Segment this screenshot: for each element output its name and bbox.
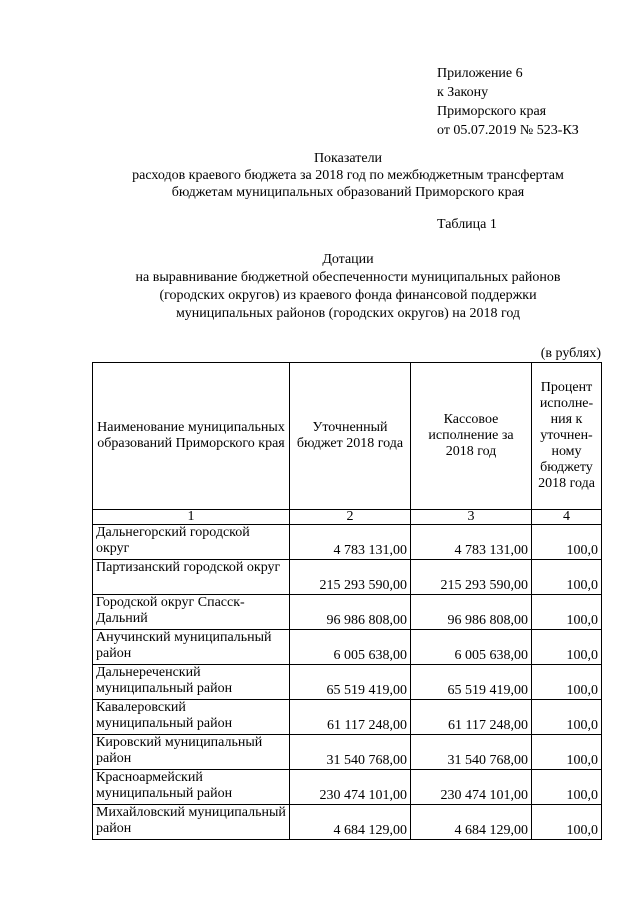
budget-value: 215 293 590,00 xyxy=(290,560,411,595)
percent-value: 100,0 xyxy=(532,595,602,630)
budget-value: 4 783 131,00 xyxy=(290,525,411,560)
table-row xyxy=(93,630,602,665)
title-line: бюджетам муниципальных образований Приморского края xyxy=(171,185,525,200)
column-number: 4 xyxy=(532,510,602,525)
budget-value: 96 986 808,00 xyxy=(290,595,411,630)
executed-value: 61 117 248,00 xyxy=(411,700,532,735)
subtitle-line: Дотации xyxy=(322,252,374,267)
municipality-name: Кировский муниципальный район xyxy=(93,735,290,770)
appendix-line: от 05.07.2019 № 523-КЗ xyxy=(437,123,579,138)
executed-value: 4 684 129,00 xyxy=(411,805,532,840)
municipality-name: Дальнегорский городской округ xyxy=(93,525,290,560)
appendix-line: Приморского края xyxy=(437,104,547,119)
executed-value: 96 986 808,00 xyxy=(411,595,532,630)
budget-value: 31 540 768,00 xyxy=(290,735,411,770)
table-row xyxy=(93,700,602,735)
appendix-reference xyxy=(437,64,579,140)
table-row xyxy=(93,560,602,595)
subtitle-line: (городских округов) из краевого фонда финансовой поддержки xyxy=(159,288,537,303)
executed-value: 4 783 131,00 xyxy=(411,525,532,560)
table-row xyxy=(93,595,602,630)
percent-value: 100,0 xyxy=(532,805,602,840)
budget-value: 6 005 638,00 xyxy=(290,630,411,665)
budget-table xyxy=(92,362,602,840)
municipality-name: Партизанский городской округ xyxy=(93,560,290,595)
table-row xyxy=(93,735,602,770)
column-number: 2 xyxy=(290,510,411,525)
table-row xyxy=(93,665,602,700)
municipality-name: Дальнереченский муниципальный район xyxy=(93,665,290,700)
appendix-line: к Закону xyxy=(437,85,489,100)
executed-value: 215 293 590,00 xyxy=(411,560,532,595)
document-title xyxy=(90,150,606,201)
percent-value: 100,0 xyxy=(532,735,602,770)
percent-value: 100,0 xyxy=(532,770,602,805)
table-row xyxy=(93,805,602,840)
percent-value: 100,0 xyxy=(532,560,602,595)
percent-value: 100,0 xyxy=(532,525,602,560)
budget-value: 65 519 419,00 xyxy=(290,665,411,700)
header-name: Наименование муниципальных образований Приморского края xyxy=(93,363,290,510)
municipality-name: Кавалеровский муниципальный район xyxy=(93,700,290,735)
table-title xyxy=(90,251,606,323)
percent-value: 100,0 xyxy=(532,665,602,700)
executed-value: 31 540 768,00 xyxy=(411,735,532,770)
column-number: 3 xyxy=(411,510,532,525)
subtitle-line: муниципальных районов (городских округов) на 2018 год xyxy=(175,306,521,321)
municipality-name: Красноармейский муниципальный район xyxy=(93,770,290,805)
column-number-row xyxy=(93,510,602,525)
table-label: Таблица 1 xyxy=(437,217,497,232)
title-line: Показатели xyxy=(313,151,383,166)
executed-value: 65 519 419,00 xyxy=(411,665,532,700)
title-line: расходов краевого бюджета за 2018 год по межбюджетным трансфертам xyxy=(132,168,564,183)
executed-value: 6 005 638,00 xyxy=(411,630,532,665)
municipality-name: Городской округ Спасск-Дальний xyxy=(93,595,290,630)
header-percent: Процент исполне- ния к уточнен- ному бюджету 2018 года xyxy=(532,363,602,510)
percent-value: 100,0 xyxy=(532,630,602,665)
municipality-name: Михайловский муниципальный район xyxy=(93,805,290,840)
appendix-line: Приложение 6 xyxy=(437,66,523,81)
header-executed: Кассовое исполнение за 2018 год xyxy=(411,363,532,510)
table-row xyxy=(93,770,602,805)
percent-value: 100,0 xyxy=(532,700,602,735)
budget-value: 4 684 129,00 xyxy=(290,805,411,840)
budget-value: 230 474 101,00 xyxy=(290,770,411,805)
column-number: 1 xyxy=(93,510,290,525)
municipality-name: Анучинский муниципальный район xyxy=(93,630,290,665)
header-budget: Уточненный бюджет 2018 года xyxy=(290,363,411,510)
subtitle-line: на выравнивание бюджетной обеспеченности муниципальных районов xyxy=(135,270,561,285)
executed-value: 230 474 101,00 xyxy=(411,770,532,805)
units-note: (в рублях) xyxy=(540,346,601,361)
table-row xyxy=(93,525,602,560)
budget-value: 61 117 248,00 xyxy=(290,700,411,735)
